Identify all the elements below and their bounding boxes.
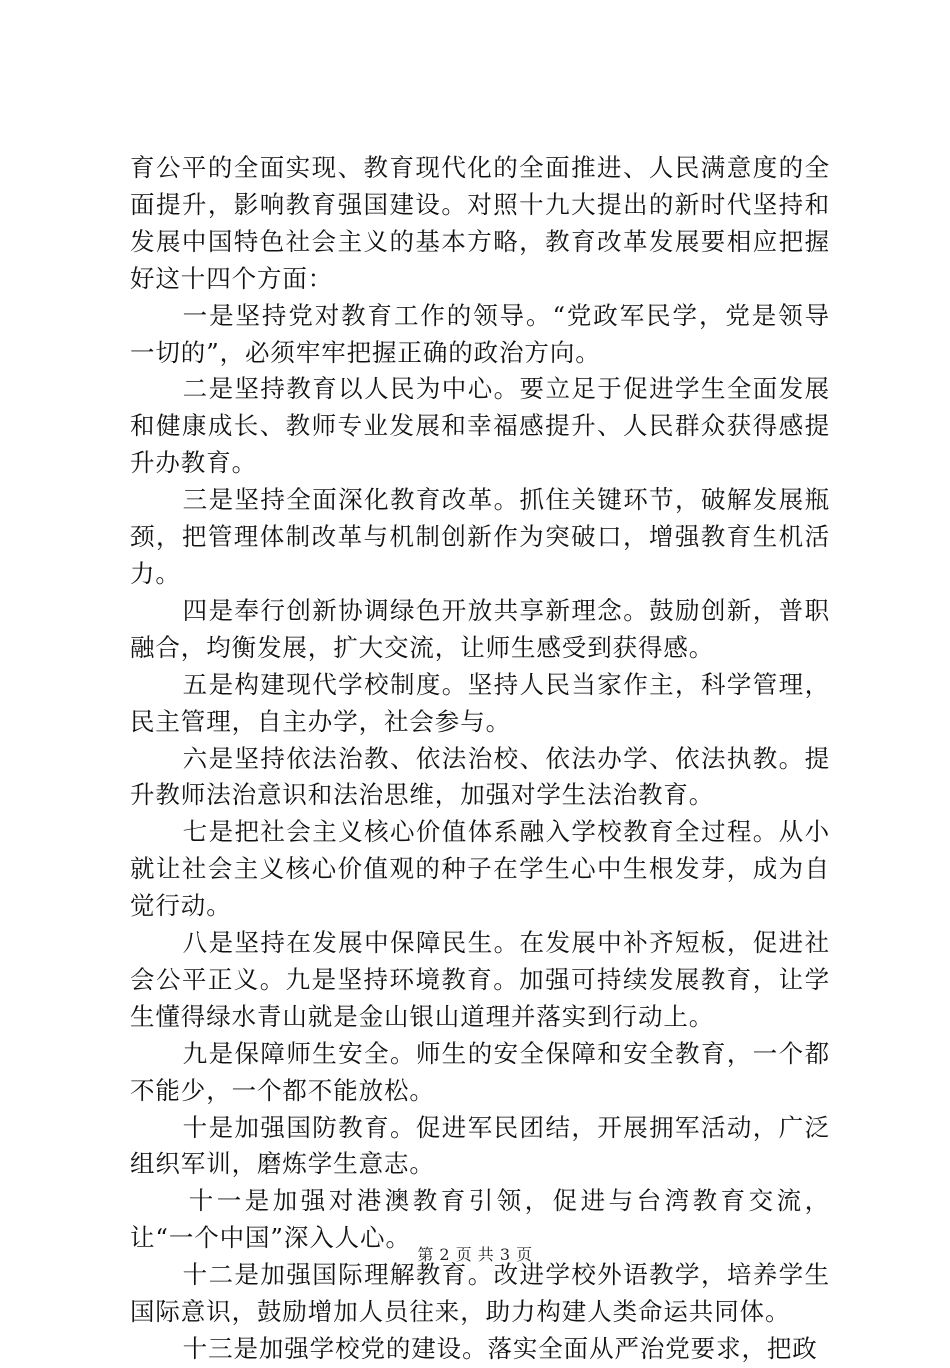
- paragraph-point-5: 五是构建现代学校制度。坚持人民当家作主，科学管理，民主管理，自主办学，社会参与。: [130, 669, 830, 736]
- paragraph-continuation: 育公平的全面实现、教育现代化的全面推进、人民满意度的全面提升，影响教育强国建设。对照十九大提出的新时代坚持和发展中国特色社会主义的基本方略，教育改革发展要相应把握好这十四个方面：: [130, 153, 830, 293]
- paragraph-point-2: 二是坚持教育以人民为中心。要立足于促进学生全面发展和健康成长、教师专业发展和幸福感提升、人民群众获得感提升办教育。: [130, 374, 830, 478]
- paragraph-point-13: 十三是加强学校党的建设。落实全面从严治党要求，把政: [182, 1334, 818, 1363]
- paragraph-point-7: 七是把社会主义核心价值体系融入学校教育全过程。从小就让社会主义核心价值观的种子在学生心中生根发芽，成为自觉行动。: [130, 817, 830, 921]
- paragraph-point-10: 十是加强国防教育。促进军民团结，开展拥军活动，广泛组织军训，磨炼学生意志。: [130, 1112, 830, 1179]
- paragraph-point-1: 一是坚持党对教育工作的领导。“党政军民学，党是领导一切的”，必须牢牢把握正确的政治方向。: [130, 300, 830, 367]
- page-number-footer: 第 2 页 共 3 页: [417, 1245, 533, 1264]
- paragraph-point-9: 九是保障师生安全。师生的安全保障和安全教育，一个都不能少，一个都不能放松。: [130, 1038, 830, 1105]
- document-body: [130, 150, 830, 1368]
- paragraph-point-12: 十二是加强国际理解教育。改进学校外语教学，培养学生国际意识，鼓励增加人员往来，助力构建人类命运共同体。: [130, 1260, 830, 1327]
- paragraph-point-4: 四是奉行创新协调绿色开放共享新理念。鼓励创新，普职融合，均衡发展，扩大交流，让师生感受到获得感。: [130, 595, 830, 662]
- paragraph-point-8: 八是坚持在发展中保障民生。在发展中补齐短板，促进社会公平正义。九是坚持环境教育。加强可持续发展教育，让学生懂得绿水青山就是金山银山道理并落实到行动上。: [130, 928, 830, 1031]
- paragraph-point-3: 三是坚持全面深化教育改革。抓住关键环节，破解发展瓶颈，把管理体制改革与机制创新作为突破口，增强教育生机活力。: [130, 485, 830, 588]
- paragraph-point-6: 六是坚持依法治教、依法治校、依法办学、依法执教。提升教师法治意识和法治思维，加强对学生法治教育。: [130, 743, 830, 810]
- paragraph-point-11: 十一是加强对港澳教育引领，促进与台湾教育交流，让“一个中国”深入人心。: [130, 1186, 830, 1253]
